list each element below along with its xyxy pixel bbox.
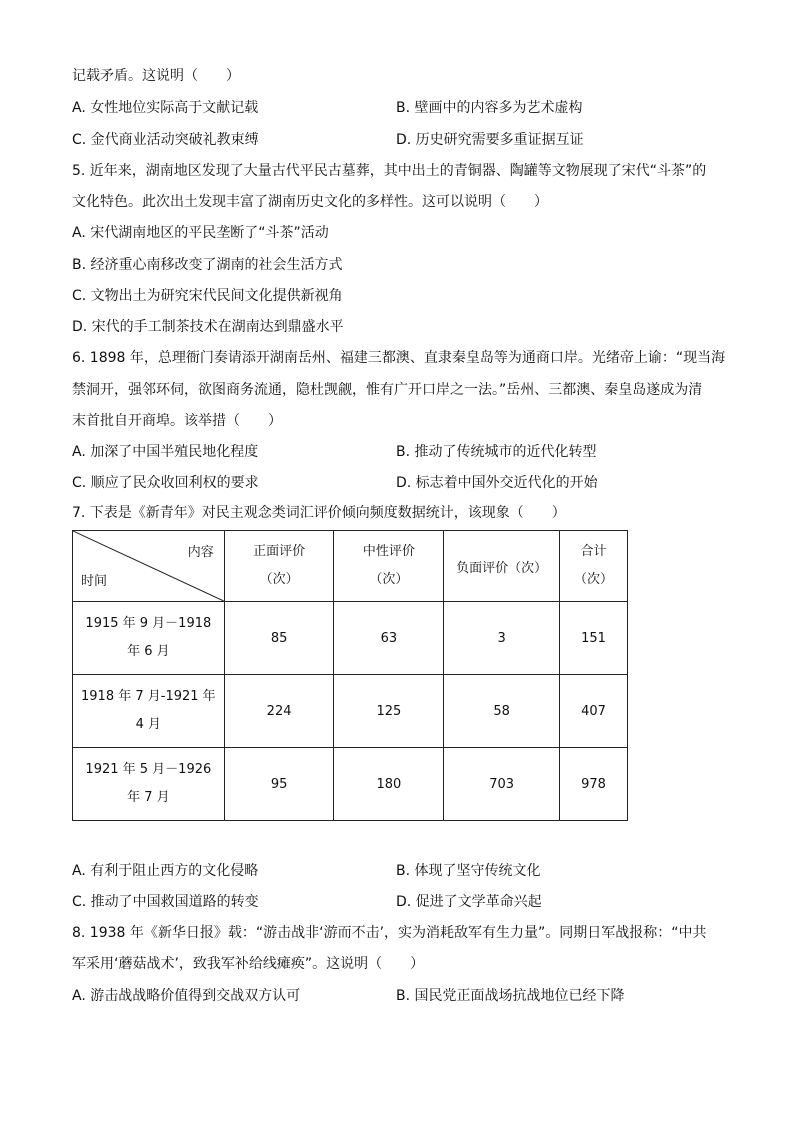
period-cell (73, 675, 225, 748)
header-positive (224, 531, 334, 602)
header-total-unit: （次） (574, 572, 614, 587)
q4-stem-tail: 记载矛盾。这说明（ ） (72, 68, 240, 84)
q7-option-d: D. 促进了文学革命兴起 (396, 894, 542, 910)
q8-option-b: B. 国民党正面战场抗战地位已经下降 (396, 988, 625, 1004)
corner-label-time: 时间 (81, 574, 108, 589)
header-negative (444, 531, 560, 602)
q6-option-d: D. 标志着中国外交近代化的开始 (396, 475, 598, 491)
value-cell: 978 (560, 748, 628, 821)
table-header-row (73, 531, 628, 602)
header-positive-unit: （次） (259, 572, 299, 587)
q4-option-b: B. 壁画中的内容多为艺术虚构 (396, 100, 583, 116)
period-text: 年 7 月 (127, 790, 170, 805)
period-text: 1918 年 7 月-1921 年 (81, 689, 216, 704)
q6-stem-line-2: 禁洞开，强邻环伺，欲图商务流通，隐杜觊觎，惟有广开口岸之一法。”岳州、三都澳、秦皇岛遂成为清 (72, 382, 703, 398)
table-corner-cell (73, 531, 225, 602)
value-cell: 63 (334, 602, 444, 675)
table-row (73, 602, 628, 675)
q6-option-b: B. 推动了传统城市的近代化转型 (396, 444, 597, 460)
q5-option-b: B. 经济重心南移改变了湖南的社会生活方式 (72, 257, 343, 273)
q5-stem-line-1: 5. 近年来，湖南地区发现了大量古代平民古墓葬，其中出土的青铜器、陶罐等文物展现了宋代“斗茶”的 (72, 163, 707, 179)
header-neutral (334, 531, 444, 602)
period-text: 4 月 (135, 717, 162, 732)
value-cell: 85 (224, 602, 334, 675)
header-total-label: 合计 (580, 544, 607, 559)
q8-option-a: A. 游击战战略价值得到交战双方认可 (72, 988, 301, 1004)
table-row (73, 675, 628, 748)
q5-option-d: D. 宋代的手工制茶技术在湖南达到鼎盛水平 (72, 319, 344, 335)
value-cell: 180 (334, 748, 444, 821)
q7-option-c: C. 推动了中国救国道路的转变 (72, 894, 259, 910)
q4-option-a: A. 女性地位实际高于文献记载 (72, 100, 259, 116)
value-cell: 151 (560, 602, 628, 675)
value-cell: 3 (444, 602, 560, 675)
period-text: 1921 年 5 月－1926 (85, 762, 212, 777)
q7-option-b: B. 体现了坚守传统文化 (396, 863, 541, 879)
q7-data-table (72, 530, 628, 821)
q7-option-a: A. 有利于阻止西方的文化侵略 (72, 863, 259, 879)
period-text: 年 6 月 (127, 644, 170, 659)
period-cell (73, 748, 225, 821)
corner-label-content: 内容 (187, 545, 214, 560)
value-cell: 125 (334, 675, 444, 748)
value-cell: 95 (224, 748, 334, 821)
header-neutral-label: 中性评价 (362, 544, 415, 559)
value-cell: 58 (444, 675, 560, 748)
period-cell (73, 602, 225, 675)
value-cell: 224 (224, 675, 334, 748)
value-cell: 407 (560, 675, 628, 748)
q6-stem-line-1: 6. 1898 年，总理衙门奏请添开湖南岳州、福建三都澳、直隶秦皇岛等为通商口岸。光绪帝上谕：“现当海 (72, 350, 726, 366)
header-negative-label: 负面评价（次） (456, 560, 548, 576)
period-text: 1915 年 9 月－1918 (85, 616, 212, 631)
table-row (73, 748, 628, 821)
q6-option-c: C. 顺应了民众收回利权的要求 (72, 475, 259, 491)
q6-option-a: A. 加深了中国半殖民地化程度 (72, 444, 259, 460)
header-total (560, 531, 628, 602)
header-neutral-unit: （次） (369, 572, 409, 587)
header-positive-label: 正面评价 (253, 544, 306, 559)
q7-stem: 7. 下表是《新青年》对民主观念类词汇评价倾向频度数据统计，该现象（ ） (72, 505, 566, 521)
q5-stem-line-2: 文化特色。此次出土发现丰富了湖南历史文化的多样性。这可以说明（ ） (72, 194, 548, 210)
q8-stem-line-2: 军采用‘蘑菇战术’，致我军补给线瘫痪”。这说明（ ） (72, 956, 425, 972)
q4-option-d: D. 历史研究需要多重证据互证 (396, 132, 584, 148)
q5-option-c: C. 文物出土为研究宋代民间文化提供新视角 (72, 288, 343, 304)
q8-stem-line-1: 8. 1938 年《新华日报》载：“游击战非‘游而不击’，实为消耗敌军有生力量”。同期日军战报称：“中共 (72, 925, 707, 941)
value-cell: 703 (444, 748, 560, 821)
q4-option-c: C. 金代商业活动突破礼教束缚 (72, 132, 259, 148)
q5-option-a: A. 宋代湖南地区的平民垄断了“斗茶”活动 (72, 225, 329, 241)
q6-stem-line-3: 末首批自开商埠。该举措（ ） (72, 413, 282, 429)
